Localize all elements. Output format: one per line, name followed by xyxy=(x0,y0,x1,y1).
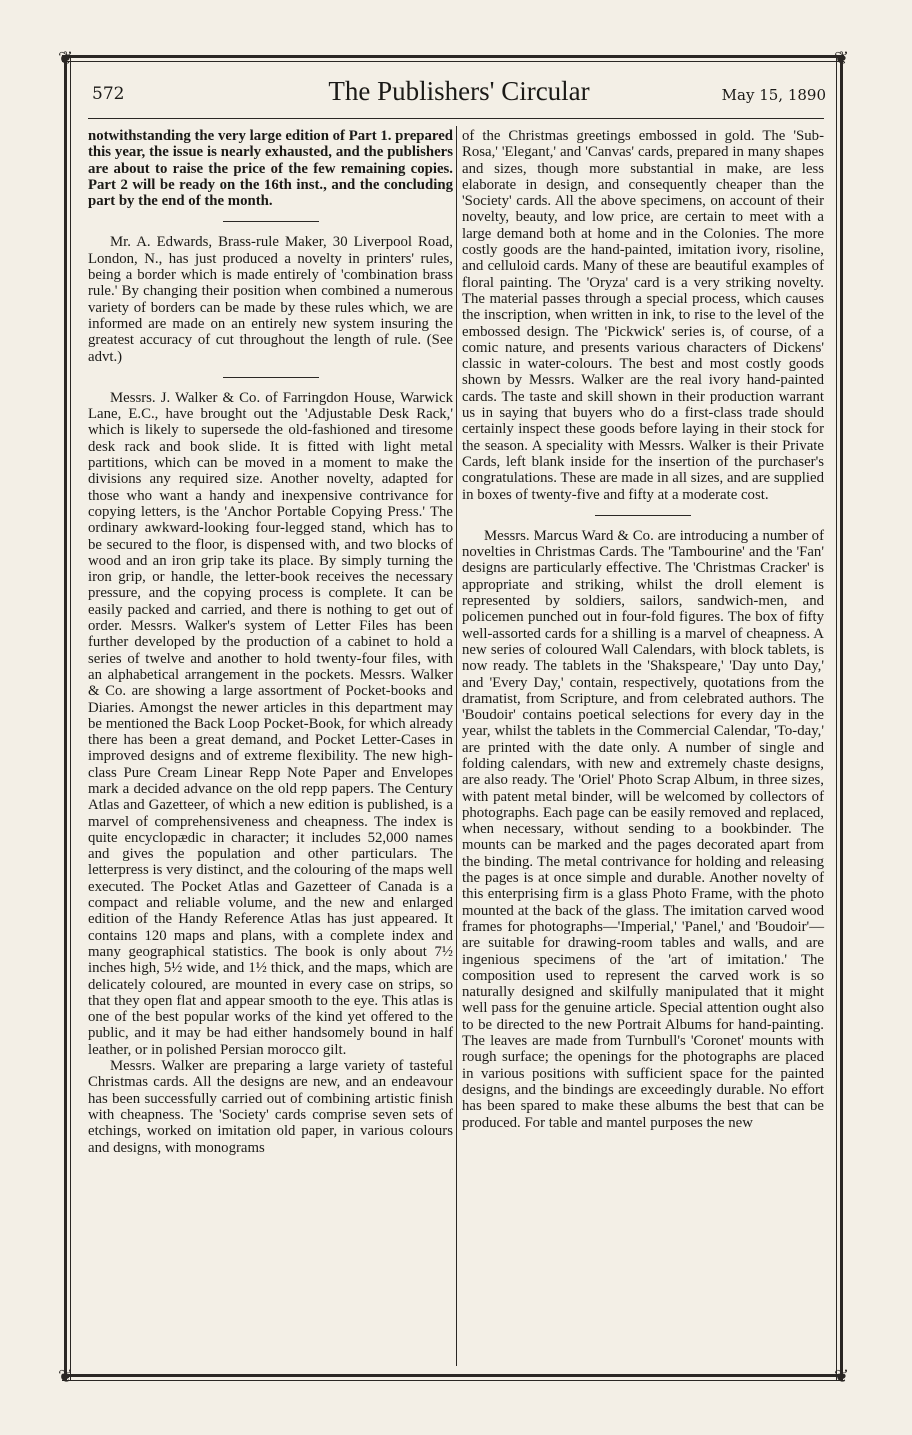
page-header xyxy=(92,76,826,112)
right-border-rule xyxy=(840,55,843,1381)
section-separator xyxy=(223,377,319,378)
paragraph-walker-christmas-cards: Messrs. Walker are preparing a large variety of tasteful Christmas cards. All the designs are new, and an endeavour has been successfully carried out of combining artistic finish with cheapness. The 'Society' cards comprise seven sets of etchings, worked on imitation old paper, in various colours and designs, with monograms xyxy=(88,1058,453,1156)
corner-ornament-icon: ❦ xyxy=(834,48,850,69)
corner-ornament-icon: ❦ xyxy=(58,1366,74,1387)
top-border-rule xyxy=(62,55,844,58)
column-divider xyxy=(456,126,457,1366)
section-separator xyxy=(595,515,691,516)
paragraph-publishers-notice: notwithstanding the very large edition of Part 1. prepared this year, the issue is nearly exhausted, and the publishers are about to raise the price of the few remaining copies. Part 2 will be ready on the 16th inst., and the concluding part by the end of the month. xyxy=(88,128,453,210)
header-rule xyxy=(88,118,824,119)
paragraph-walker-desk-rack: Messrs. J. Walker & Co. of Farringdon House, Warwick Lane, E.C., have brought out the 'Adjustable Desk Rack,' which is likely to supersede the old-fashioned and tiresome desk rack and book slide. It is fitted with light metal partitions, which can be moved in a moment to make the divisions any required size. Another novelty, adapted for those who want a handy and inexpensive contrivance for copying letters, is the 'Anchor Portable Copying Press.' The ordinary awkward-looking four-legged stand, which has to be secured to the floor, is dispensed with, and two blocks of wood and an iron grip take its place. By simply turning the iron grip, or handle, the letter-book receives the necessary pressure, and the copying process is complete. It can be easily packed and carried, and there is nothing to get out of order. Messrs. Walker's system of Letter Files has been further developed by the production of a cabinet to hold a series of twelve and another to hold twenty-four files, with an alphabetical arrangement in the pockets. Messrs. Walker & Co. are showing a large assortment of Pocket-books and Diaries. Amongst the newer articles in this department may be mentioned the Back Loop Pocket-Book, for which already there has been a great demand, and Pocket Letter-Cases in improved designs and of extreme flexibility. The new high-class Pure Cream Linear Repp Note Paper and Envelopes mark a decided advance on the old repp papers. The Century Atlas and Gazetteer, of which a new edition is published, is a marvel of comprehensiveness and cheapness. The index is quite encyclopædic in character; it includes 52,000 names and gives the population and other particulars. The letterpress is very distinct, and the colouring of the maps well executed. The Pocket Atlas and Gazetteer of Canada is a compact and reliable volume, and the new and enlarged edition of the Handy Reference Atlas has just appeared. It contains 120 maps and plans, with a complete index and many geographical statistics. The book is only about 7½ inches high, 5½ wide, and 1½ thick, and the maps, which are delicately coloured, are mounted in every case on strips, so that they open flat and appear smooth to the eye. This atlas is one of the best popular works of the kind yet offered to the public, and it may be had either handsomely bound in half leather, or in polished Persian morocco gilt. xyxy=(88,389,453,1058)
corner-ornament-icon: ❦ xyxy=(58,48,74,69)
left-border-rule-inner xyxy=(70,55,71,1381)
page-number: 572 xyxy=(92,84,125,104)
section-separator xyxy=(223,221,319,222)
bottom-border-rule xyxy=(62,1374,844,1377)
paragraph-marcus-ward: Messrs. Marcus Ward & Co. are introducing a number of novelties in Christmas Cards. The 'Tambourine' and the 'Fan' designs are particularly effective. The 'Christmas Cracker' is appropriate and striking, whilst the droll element is represented by soldiers, sailors, sandwich-men, and policemen punched out in four-fold figures. The box of fifty well-assorted cards for a shilling is a marvel of cheapness. A new series of coloured Wall Calendars, with block tablets, is now ready. The tablets in the 'Shakspeare,' 'Day unto Day,' and 'Every Day,' contain, respectively, quotations from the dramatist, from Scripture, and from celebrated authors. The 'Boudoir' contains poetical selections for every day in the year, whilst the tablets in the Commercial Calendar, 'To-day,' are printed with the date only. A number of single and folding calendars, with new and extremely chaste designs, are also ready. The 'Oriel' Photo Scrap Album, in three sizes, with patent metal binder, will be welcomed by collectors of photographs. Each page can be easily removed and replaced, when necessary, without sending to a bookbinder. The mounts can be marked and the pages decorated apart from the binding. The metal contrivance for holding and releasing the pages is at once simple and durable. Another novelty of this enterprising firm is a glass Photo Frame, with the photo mounted at the back of the glass. The imitation carved wood frames for photographs—'Imperial,' 'Panel,' and 'Boudoir'—are suitable for drawing-room tables and walls, and are ingenious specimens of the 'art of imitation.' The composition used to represent the carved work is so naturally designed and skilfully manipulated that it might well pass for the genuine article. Special attention ought also to be directed to the new Portrait Albums for hand-painting. The leaves are made from Turnbull's 'Coronet' mounts with rough surface; the openings for the photographs are placed in various positions with sufficient space for the painted designs, and the bindings are exceedingly durable. No effort has been spared to make these albums the best that can be produced. For table and mantel purposes the new xyxy=(462,527,824,1131)
left-column xyxy=(88,128,453,1156)
issue-date: May 15, 1890 xyxy=(721,86,826,104)
paragraph-christmas-cards-continued: of the Christmas greetings embossed in gold. The 'Sub-Rosa,' 'Elegant,' and 'Canvas' cards, prepared in many shapes and sizes, though more substantial in make, are less elaborate in design, and consequently cheaper than the 'Society' cards. All the above specimens, on account of their novelty, beauty, and low price, are certain to meet with a large demand both at home and in the Colonies. The more costly goods are the hand-painted, imitation ivory, risoline, and celluloid cards. Many of these are beautiful examples of floral painting. The 'Oryza' card is a very striking novelty. The material passes through a special process, which causes the inscription, when written in ink, to rise to the level of the embossed design. The 'Pickwick' series is, of course, of a comic nature, and presents various characters of Dickens' classic in water-colours. The best and most costly goods shown by Messrs. Walker are the real ivory hand-painted cards. The taste and skill shown in their production warrant us in saying that buyers who do a first-class trade should certainly inspect these goods before laying in their stock for the season. A speciality with Messrs. Walker is their Private Cards, left blank inside for the insertion of the purchaser's congratulations. These are made in all sizes, and are supplied in boxes of twenty-five and fifty at a moderate cost. xyxy=(462,128,824,503)
right-border-rule-inner xyxy=(836,55,837,1381)
top-border-rule-inner xyxy=(62,61,844,62)
right-column xyxy=(462,128,824,1131)
bottom-border-rule-inner xyxy=(62,1380,844,1381)
corner-ornament-icon: ❦ xyxy=(834,1366,850,1387)
paragraph-edwards-brass-rule: Mr. A. Edwards, Brass-rule Maker, 30 Liverpool Road, London, N., has just produced a novelty in printers' rules, being a border which is made entirely of 'combination brass rule.' By changing their position when combined a numerous variety of borders can be made by these rules which, we are informed are made on an entirely new system insuring the greatest accuracy of cut throughout the length of rule. (See advt.) xyxy=(88,234,453,365)
publication-title: The Publishers' Circular xyxy=(328,76,590,106)
left-border-rule xyxy=(64,55,67,1381)
